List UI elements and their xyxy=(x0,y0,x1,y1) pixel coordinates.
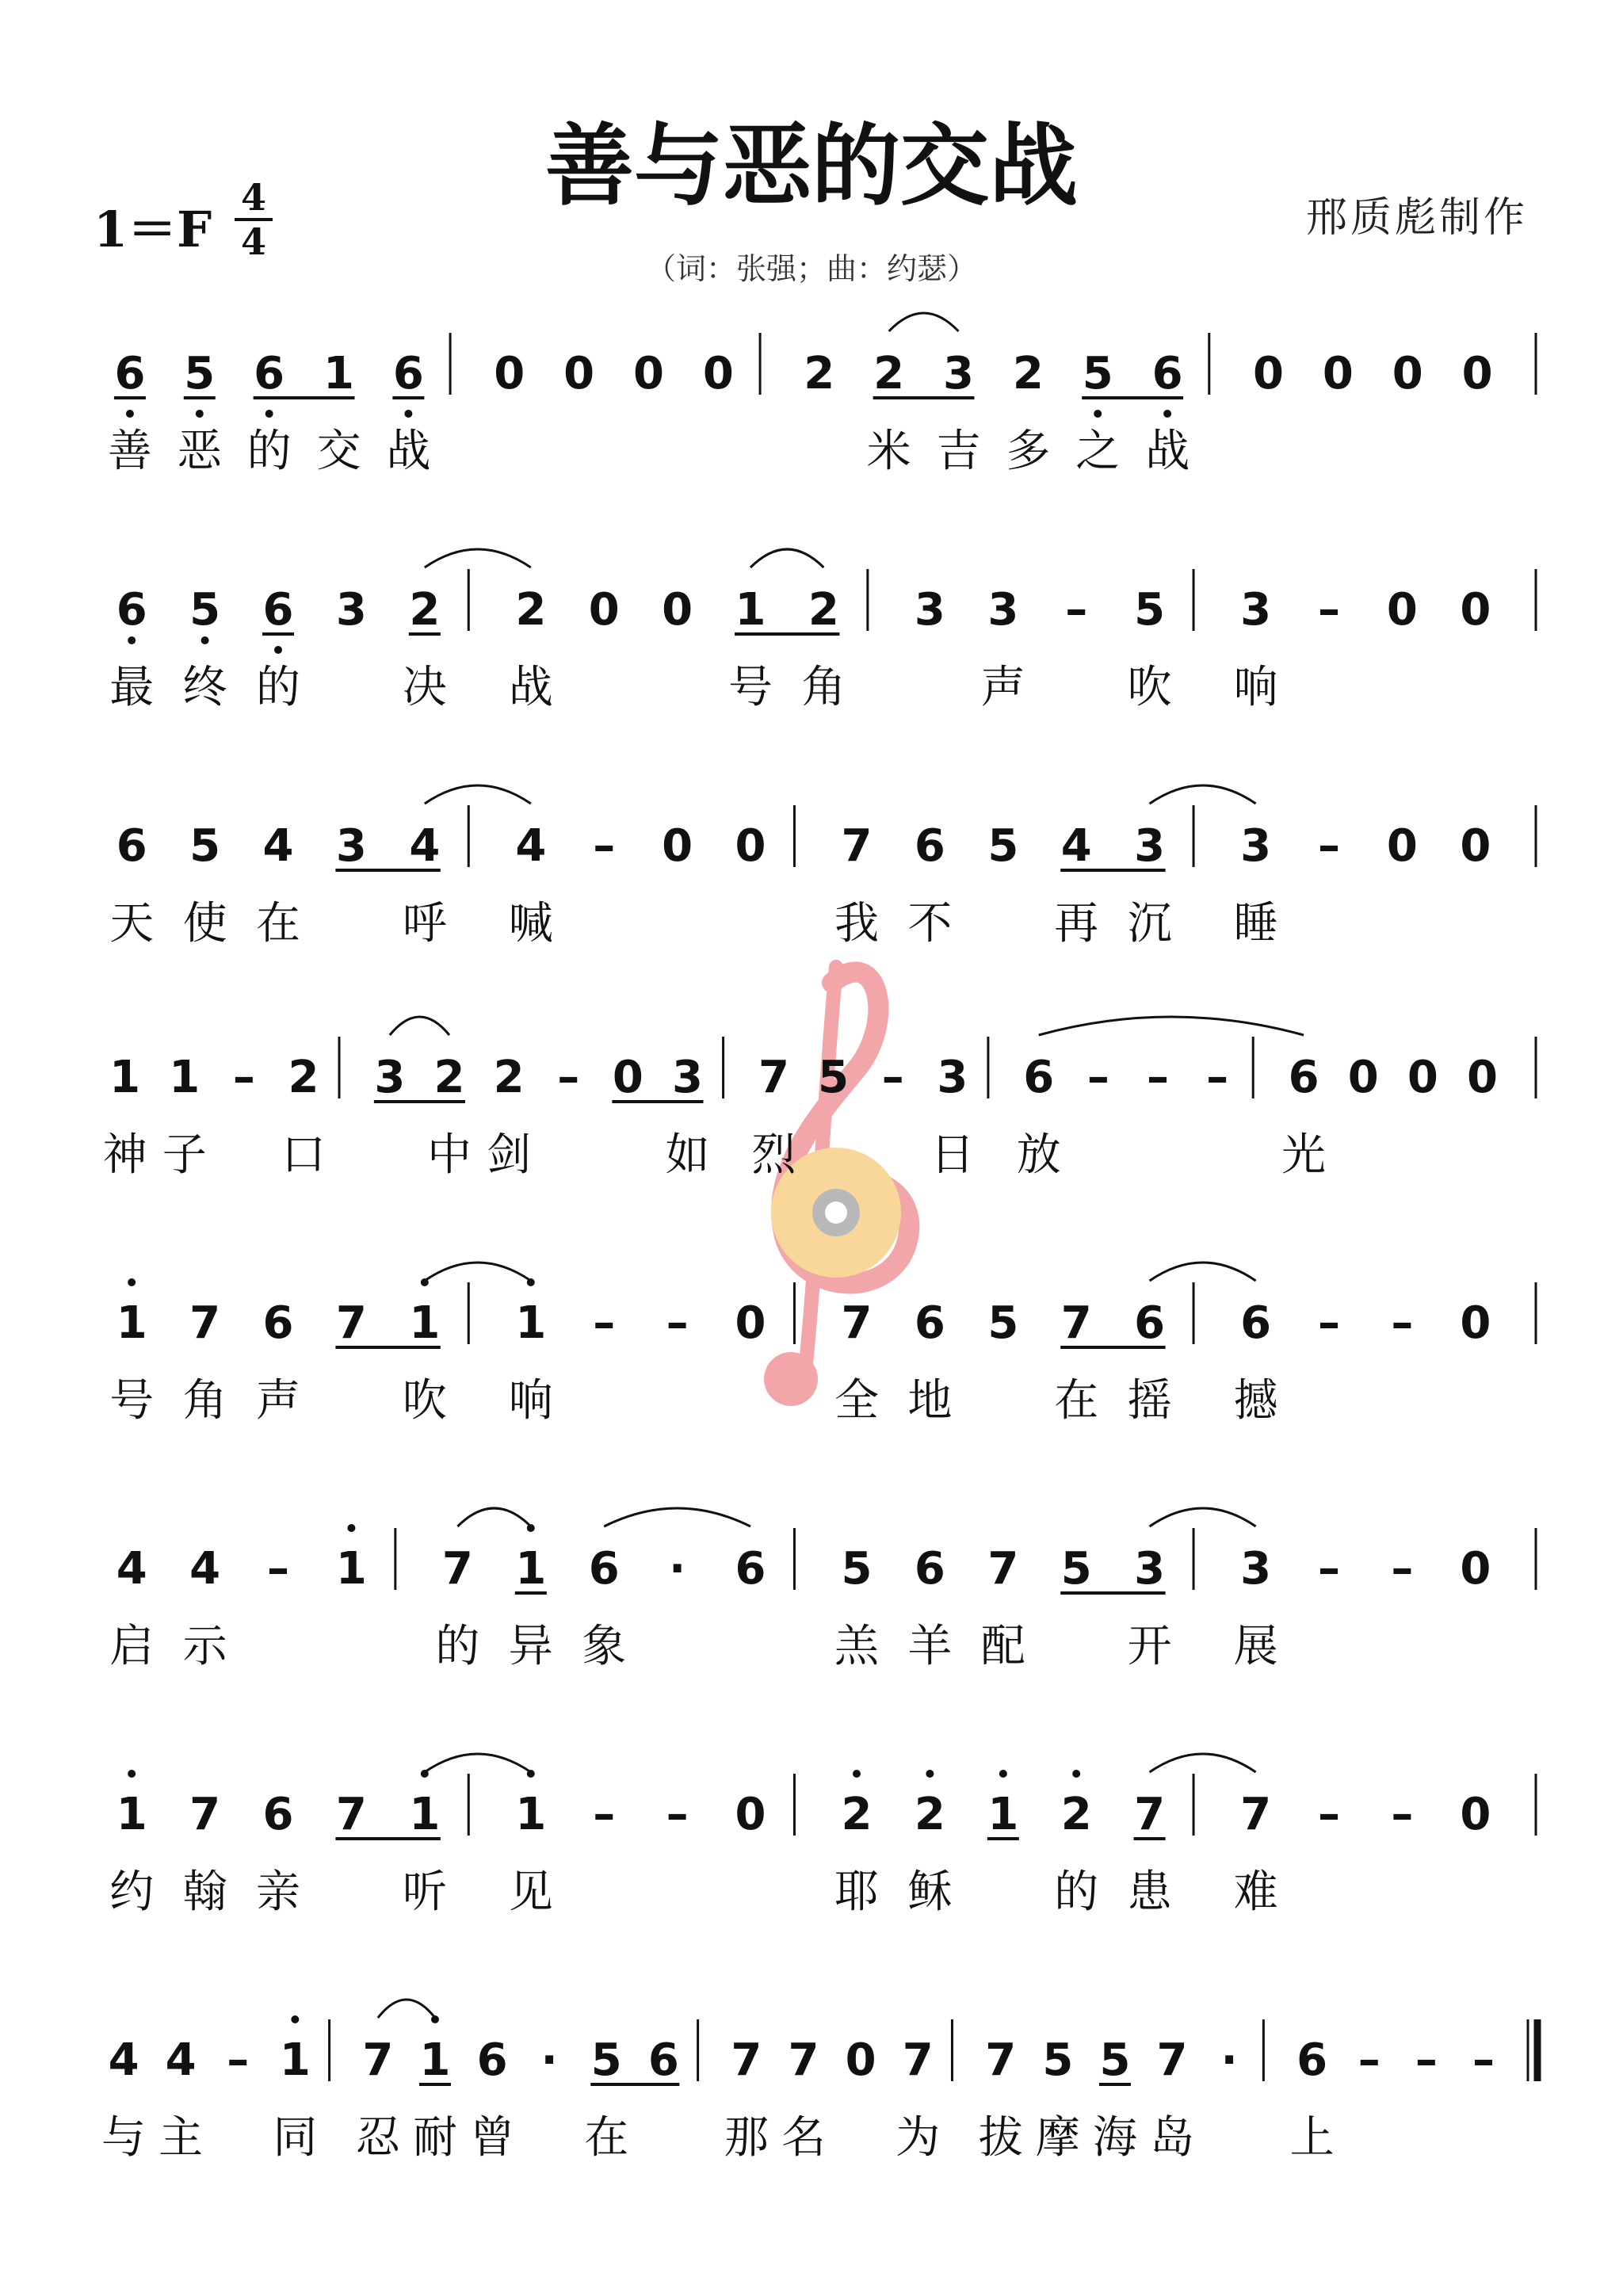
high-octave-dot xyxy=(926,1770,934,1778)
note: 0 xyxy=(1322,348,1354,399)
lyric-char: 中 xyxy=(427,1129,472,1181)
note: 1 xyxy=(169,1052,200,1103)
note: 6 xyxy=(254,348,285,399)
lyric-char: 翰 xyxy=(182,1866,227,1918)
note: 2 xyxy=(409,584,441,636)
lyric-char: 战 xyxy=(508,662,553,713)
note: 7 xyxy=(362,2034,394,2086)
tie-slur xyxy=(889,313,959,331)
lyric-char: 天 xyxy=(109,898,155,949)
lyric-char: 那 xyxy=(724,2112,769,2164)
note: 1 xyxy=(279,2034,311,2086)
note: 0 xyxy=(1460,1543,1491,1595)
note: 5 xyxy=(1099,2034,1131,2086)
low-octave-dot xyxy=(128,636,136,644)
note: · xyxy=(668,1543,686,1595)
note: 5 xyxy=(1134,584,1166,636)
note: 1 xyxy=(323,348,355,399)
low-octave-dot xyxy=(404,410,412,418)
note: 6 xyxy=(116,584,147,636)
tie-slur xyxy=(425,1754,531,1772)
lyric-char: 羔 xyxy=(834,1621,879,1672)
lyric-char: 交 xyxy=(316,426,361,477)
note: 5 xyxy=(987,1297,1019,1349)
note: 0 xyxy=(735,820,766,872)
note: 6 xyxy=(116,820,147,872)
note: 4 xyxy=(116,1543,147,1595)
lyric-char: 口 xyxy=(281,1129,326,1181)
note: 3 xyxy=(672,1052,703,1103)
note: 6 xyxy=(392,348,424,399)
note: 6 xyxy=(1288,1052,1319,1103)
lyric-char: 示 xyxy=(182,1621,227,1672)
note: 6 xyxy=(914,1297,945,1349)
lyric-char: 稣 xyxy=(907,1866,953,1918)
note: 5 xyxy=(189,820,221,872)
tie-slur xyxy=(1150,1263,1256,1281)
lyric-char: 沉 xyxy=(1127,898,1172,949)
lyric-char: 启 xyxy=(109,1621,155,1672)
lyric-char: 见 xyxy=(508,1866,553,1918)
note: – xyxy=(1415,2034,1438,2086)
note: – xyxy=(1391,1543,1414,1595)
note: 0 xyxy=(735,1297,766,1349)
lyric-char: 善 xyxy=(107,426,152,477)
lyric-char: 战 xyxy=(1145,426,1190,477)
note: 0 xyxy=(662,820,693,872)
note: 0 xyxy=(633,348,664,399)
note: – xyxy=(666,1297,689,1349)
note: 6 xyxy=(476,2034,508,2086)
high-octave-dot xyxy=(128,1770,136,1778)
lyric-char: 摇 xyxy=(1127,1375,1172,1427)
note: – xyxy=(1317,1297,1340,1349)
note: 3 xyxy=(914,584,945,636)
tie-slur xyxy=(457,1508,530,1526)
note: – xyxy=(881,1052,904,1103)
lyric-char: 羊 xyxy=(907,1621,953,1672)
note: 1 xyxy=(409,1297,441,1349)
lyric-char: 的 xyxy=(1054,1866,1099,1918)
note: 4 xyxy=(515,820,547,872)
note: 0 xyxy=(735,1789,766,1840)
tie-slur xyxy=(425,785,531,804)
note: 2 xyxy=(1012,348,1044,399)
note: – xyxy=(593,820,616,872)
note: 3 xyxy=(1240,584,1272,636)
note: 0 xyxy=(1347,1052,1379,1103)
note: 4 xyxy=(1060,820,1092,872)
note: 2 xyxy=(1060,1789,1092,1840)
lyric-char: 的 xyxy=(435,1621,480,1672)
note: 3 xyxy=(1134,820,1166,872)
note: 7 xyxy=(1134,1789,1166,1840)
arranger-credit: 邢质彪制作 xyxy=(1305,194,1528,242)
lyric-char: 如 xyxy=(665,1129,710,1181)
note: 6 xyxy=(914,820,945,872)
note: 0 xyxy=(494,348,525,399)
note: – xyxy=(1358,2034,1381,2086)
note: 0 xyxy=(1252,348,1284,399)
note: 2 xyxy=(841,1789,873,1840)
lyric-char: 亲 xyxy=(256,1866,301,1918)
lyric-char: 角 xyxy=(801,662,846,713)
note: – xyxy=(1147,1052,1169,1103)
score-line xyxy=(101,2000,1537,2164)
score-line xyxy=(109,785,1536,949)
tie-slur xyxy=(390,1017,449,1035)
note: 1 xyxy=(419,2034,451,2086)
lyric-char: 在 xyxy=(1054,1375,1099,1427)
lyric-char: 号 xyxy=(728,662,773,713)
note: 3 xyxy=(1240,1543,1272,1595)
score-line xyxy=(109,1263,1536,1427)
tie-slur xyxy=(1150,1508,1256,1526)
note: 2 xyxy=(804,348,835,399)
note: 6 xyxy=(1134,1297,1166,1349)
note: 0 xyxy=(1460,1789,1491,1840)
note: 5 xyxy=(1082,348,1113,399)
note: 0 xyxy=(662,584,693,636)
note: 0 xyxy=(612,1052,643,1103)
lyric-char: 呼 xyxy=(402,898,447,949)
score-line xyxy=(108,313,1536,477)
note: 7 xyxy=(788,2034,819,2086)
lyric-char: 地 xyxy=(907,1375,953,1427)
note: 6 xyxy=(1151,348,1183,399)
note: 6 xyxy=(914,1543,945,1595)
lyric-char: 海 xyxy=(1092,2112,1137,2164)
lyric-char: 岛 xyxy=(1150,2112,1195,2164)
note: 3 xyxy=(1134,1543,1166,1595)
note: – xyxy=(1317,584,1340,636)
high-octave-dot xyxy=(347,1524,355,1532)
note: 7 xyxy=(1240,1789,1272,1840)
note: 6 xyxy=(735,1543,766,1595)
note: 6 xyxy=(1023,1052,1055,1103)
lyric-char: 使 xyxy=(182,898,227,949)
note: · xyxy=(1220,2034,1238,2086)
lyric-char: 神 xyxy=(102,1129,147,1181)
score-line xyxy=(109,549,1536,713)
note: 6 xyxy=(647,2034,679,2086)
tie-slur xyxy=(1150,1754,1256,1772)
lyric-char: 开 xyxy=(1127,1621,1172,1672)
note: 6 xyxy=(262,584,294,636)
lyric-char: 约 xyxy=(109,1866,155,1918)
score-title: 善与恶的交战 xyxy=(545,114,1078,218)
note: 2 xyxy=(914,1789,945,1840)
low-octave-dot xyxy=(265,410,273,418)
lyric-char: 放 xyxy=(1016,1129,1061,1181)
note: 0 xyxy=(1461,348,1493,399)
lyric-char: 睡 xyxy=(1233,898,1278,949)
note: 5 xyxy=(189,584,221,636)
note: – xyxy=(227,2034,250,2086)
note: 0 xyxy=(588,584,620,636)
lyric-char: 不 xyxy=(907,898,953,949)
tie-slur xyxy=(1039,1017,1304,1035)
note: – xyxy=(1391,1789,1414,1840)
note: 7 xyxy=(758,1052,789,1103)
note: 0 xyxy=(1460,820,1491,872)
low-octave-dot xyxy=(1094,410,1102,418)
note: 1 xyxy=(515,1789,547,1840)
lyric-char: 配 xyxy=(980,1621,1025,1672)
tie-slur xyxy=(750,549,823,567)
lyric-char: 烈 xyxy=(751,1129,796,1181)
lyric-char: 曾 xyxy=(470,2112,515,2164)
lyric-char: 再 xyxy=(1054,898,1099,949)
note: 4 xyxy=(189,1543,221,1595)
note: 4 xyxy=(262,820,294,872)
note: 0 xyxy=(1466,1052,1498,1103)
note: 3 xyxy=(943,348,974,399)
tie-slur xyxy=(604,1508,750,1526)
lyric-char: 终 xyxy=(182,662,227,713)
note: – xyxy=(1472,2034,1495,2086)
note: 6 xyxy=(588,1543,620,1595)
note: – xyxy=(1317,820,1340,872)
lyric-char: 耶 xyxy=(834,1866,879,1918)
note: – xyxy=(593,1789,616,1840)
score-line xyxy=(109,1754,1536,1918)
note: 3 xyxy=(335,584,367,636)
note: 7 xyxy=(841,1297,873,1349)
lyric-char: 响 xyxy=(1233,662,1278,713)
lyric-char: 米 xyxy=(866,426,911,477)
lyric-char: 剑 xyxy=(487,1129,532,1181)
tie-slur xyxy=(425,1263,531,1281)
lyric-char: 撼 xyxy=(1233,1375,1278,1427)
low-octave-dot xyxy=(1163,410,1171,418)
low-octave-dot xyxy=(274,646,282,654)
note: 1 xyxy=(987,1789,1019,1840)
key-signature: 1＝F xyxy=(94,201,212,258)
lyric-char: 战 xyxy=(386,426,431,477)
time-signature-bottom: 4 xyxy=(240,220,266,263)
note: 5 xyxy=(590,2034,622,2086)
note: 5 xyxy=(1060,1543,1092,1595)
note: 0 xyxy=(845,2034,876,2086)
note: – xyxy=(1206,1052,1229,1103)
note: 0 xyxy=(1460,1297,1491,1349)
lyric-char: 号 xyxy=(109,1375,155,1427)
score-line xyxy=(109,1508,1536,1672)
note: – xyxy=(1086,1052,1109,1103)
note: – xyxy=(1391,1297,1414,1349)
note: · xyxy=(540,2034,558,2086)
note: – xyxy=(1317,1543,1340,1595)
lyric-char: 患 xyxy=(1127,1866,1172,1918)
note: – xyxy=(666,1789,689,1840)
note: 7 xyxy=(1156,2034,1188,2086)
note: 0 xyxy=(1407,1052,1438,1103)
lyric-char: 多 xyxy=(1006,426,1051,477)
lyric-char: 难 xyxy=(1233,1866,1278,1918)
lyric-char: 吉 xyxy=(936,426,981,477)
low-octave-dot xyxy=(201,636,209,644)
note: 5 xyxy=(184,348,216,399)
lyric-char: 声 xyxy=(980,662,1025,713)
high-octave-dot xyxy=(853,1770,861,1778)
note: 5 xyxy=(818,1052,850,1103)
tie-slur xyxy=(378,2000,435,2018)
lyric-char: 象 xyxy=(582,1621,627,1672)
note: 0 xyxy=(1392,348,1423,399)
time-signature-top: 4 xyxy=(240,176,266,219)
note: 1 xyxy=(515,1543,547,1595)
note: 1 xyxy=(735,584,766,636)
lyric-char: 我 xyxy=(834,898,879,949)
lyric-char: 喊 xyxy=(508,898,553,949)
note: 3 xyxy=(987,584,1019,636)
lyric-char: 最 xyxy=(109,662,155,713)
note: – xyxy=(1065,584,1088,636)
note: 6 xyxy=(262,1297,294,1349)
lyric-char: 异 xyxy=(508,1621,553,1672)
note: – xyxy=(267,1543,290,1595)
tie-slur xyxy=(1150,785,1256,804)
lyric-char: 恶 xyxy=(177,426,222,477)
note: 4 xyxy=(409,820,441,872)
lyric-char: 名 xyxy=(781,2112,826,2164)
note: 0 xyxy=(1386,584,1418,636)
note: 1 xyxy=(409,1789,441,1840)
lyric-char: 的 xyxy=(246,426,292,477)
lyric-char: 展 xyxy=(1233,1621,1278,1672)
note: 6 xyxy=(114,348,146,399)
note: 7 xyxy=(335,1789,367,1840)
lyric-char: 角 xyxy=(182,1375,227,1427)
note: 1 xyxy=(335,1543,367,1595)
note: 5 xyxy=(987,820,1019,872)
note: 7 xyxy=(189,1297,221,1349)
high-octave-dot xyxy=(128,1278,136,1286)
note: 2 xyxy=(515,584,547,636)
note: 7 xyxy=(987,1543,1019,1595)
lyric-char: 在 xyxy=(584,2112,629,2164)
note: 1 xyxy=(109,1052,141,1103)
note: 3 xyxy=(1240,820,1272,872)
note: – xyxy=(593,1297,616,1349)
score-line xyxy=(103,1017,1536,1181)
lyric-char: 声 xyxy=(256,1375,301,1427)
note: 7 xyxy=(902,2034,934,2086)
lyric-char: 日 xyxy=(930,1129,975,1181)
note: 0 xyxy=(702,348,734,399)
note: 4 xyxy=(165,2034,197,2086)
high-octave-dot xyxy=(999,1770,1007,1778)
low-octave-dot xyxy=(126,410,134,418)
note: 3 xyxy=(335,820,367,872)
note: 2 xyxy=(288,1052,319,1103)
note: 0 xyxy=(1460,584,1491,636)
lyric-char: 拔 xyxy=(978,2112,1023,2164)
lyric-char: 忍 xyxy=(355,2112,400,2164)
note: 1 xyxy=(116,1789,147,1840)
lyric-char: 摩 xyxy=(1035,2112,1080,2164)
note: 0 xyxy=(563,348,595,399)
note: 0 xyxy=(1386,820,1418,872)
lyric-char: 之 xyxy=(1075,426,1121,477)
high-octave-dot xyxy=(1072,1770,1080,1778)
lyric-char: 为 xyxy=(896,2112,941,2164)
lyric-char: 同 xyxy=(273,2112,318,2164)
note: – xyxy=(1317,1789,1340,1840)
note: – xyxy=(232,1052,255,1103)
lyric-char: 决 xyxy=(402,662,447,713)
lyric-char: 全 xyxy=(834,1375,879,1427)
lyric-char: 子 xyxy=(162,1129,207,1181)
note: 2 xyxy=(873,348,905,399)
lyric-char: 上 xyxy=(1289,2112,1335,2164)
note: 7 xyxy=(441,1543,473,1595)
lyric-char: 在 xyxy=(256,898,301,949)
lyric-char: 耐 xyxy=(412,2112,457,2164)
tie-slur xyxy=(425,549,531,567)
note: 7 xyxy=(731,2034,762,2086)
note: 7 xyxy=(985,2034,1017,2086)
note: 5 xyxy=(841,1543,873,1595)
lyricist-composer-credit: （词：张强；曲：约瑟） xyxy=(645,251,977,286)
note: 1 xyxy=(515,1297,547,1349)
low-octave-dot xyxy=(196,410,204,418)
note: 5 xyxy=(1042,2034,1074,2086)
note: 4 xyxy=(108,2034,139,2086)
lyric-char: 吹 xyxy=(1127,662,1172,713)
note: 7 xyxy=(189,1789,221,1840)
note: 6 xyxy=(1296,2034,1328,2086)
note: – xyxy=(557,1052,580,1103)
note: 2 xyxy=(433,1052,465,1103)
note: 3 xyxy=(374,1052,406,1103)
note: 1 xyxy=(116,1297,147,1349)
note: 6 xyxy=(262,1789,294,1840)
note: 7 xyxy=(841,820,873,872)
lyric-char: 吹 xyxy=(402,1375,447,1427)
note: 2 xyxy=(493,1052,525,1103)
note: 6 xyxy=(1240,1297,1272,1349)
lyric-char: 主 xyxy=(158,2112,204,2164)
note: 7 xyxy=(335,1297,367,1349)
note: 3 xyxy=(937,1052,968,1103)
lyric-char: 响 xyxy=(508,1375,553,1427)
lyric-char: 光 xyxy=(1281,1129,1327,1181)
high-octave-dot xyxy=(291,2015,299,2023)
lyric-char: 听 xyxy=(402,1866,447,1918)
lyric-char: 的 xyxy=(256,662,301,713)
lyric-char: 与 xyxy=(101,2112,147,2164)
note: 2 xyxy=(808,584,839,636)
note: 7 xyxy=(1060,1297,1092,1349)
